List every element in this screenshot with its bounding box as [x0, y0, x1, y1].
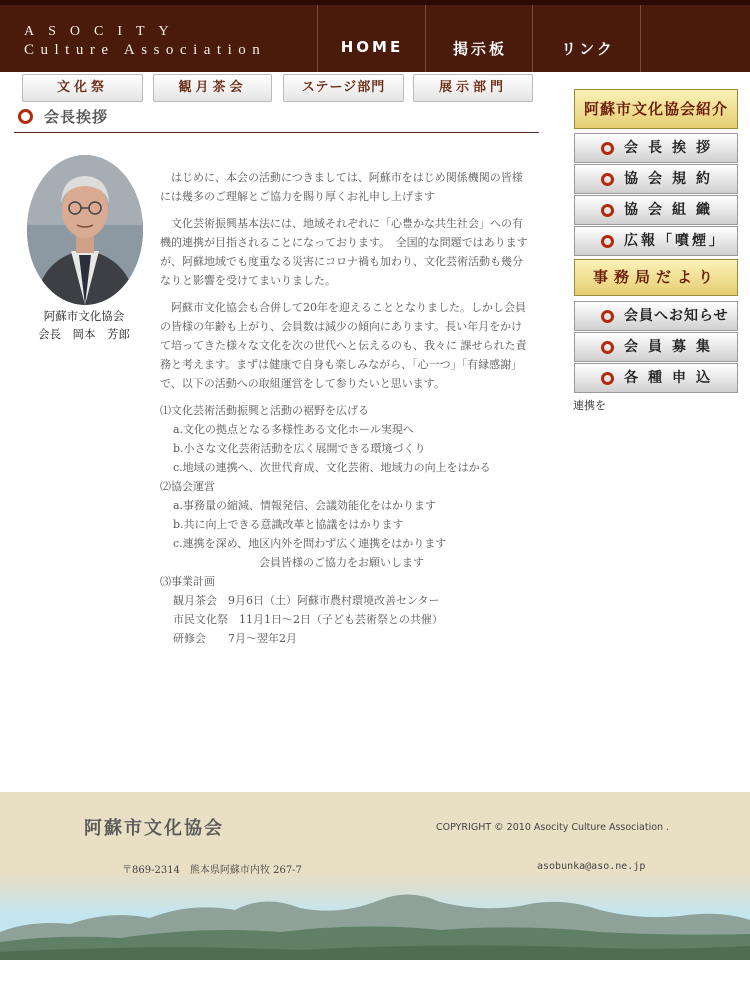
sidebar-office-heading[interactable]: 事務局だより: [574, 259, 738, 296]
activity-list-item: 会員皆様のご協力をお願いします: [259, 556, 424, 569]
sidebar-item-label: 協会組織: [624, 202, 720, 218]
nav-divider: [317, 5, 318, 72]
greeting-paragraph: はじめに、本会の活動につきましては、阿蘇市をはじめ関係機関の皆様には幾多のご理解とご協力を賜り厚くお礼申し上げます: [160, 171, 523, 203]
activity-list-item: a.文化の拠点となる多様性ある文化ホール実現へ: [173, 423, 414, 436]
sidebar-item-recruitment[interactable]: [574, 332, 738, 362]
ring-bullet-icon: [601, 372, 614, 385]
sidebar-item-label: 会員へお知らせ: [624, 308, 729, 324]
ring-bullet-icon: [601, 341, 614, 354]
nav-bulletin-board[interactable]: 掲示板: [452, 40, 507, 58]
footer-copyright: COPYRIGHT © 2010 Asocity Culture Association .: [436, 822, 670, 833]
footer-email[interactable]: asobunka@aso.ne.jp: [537, 861, 646, 872]
activity-list: [160, 401, 532, 648]
brand-line-1[interactable]: ASOCITY: [24, 24, 183, 39]
president-name: 会長 岡本 芳郎: [38, 327, 130, 341]
activity-list-item: 観月茶会 9月6日（土）阿蘇市農村環境改善センター: [173, 594, 440, 607]
ring-bullet-icon: [601, 235, 614, 248]
ring-bullet-icon: [18, 109, 33, 124]
president-photo: [27, 155, 143, 305]
subnav-moon-tea[interactable]: 観月茶会: [153, 74, 272, 102]
sidebar-item-member-notices[interactable]: [574, 301, 738, 331]
greeting-body: [160, 168, 532, 648]
subnav-stage[interactable]: ステージ部門: [283, 74, 404, 102]
nav-divider: [425, 5, 426, 72]
activity-list-item: b.共に向上できる意識改革と協議をはかります: [173, 518, 404, 531]
footer-address: 〒869-2314 熊本県阿蘇市内牧 267-7: [122, 865, 302, 876]
activity-list-item: 研修会 7月〜翌年2月: [173, 632, 297, 645]
ring-bullet-icon: [601, 173, 614, 186]
section-title-text: 会長挨拶: [44, 108, 109, 126]
activity-list-item: b.小さな文化芸術活動を広く展開できる環境づくり: [173, 442, 426, 455]
subnav-exhibition[interactable]: 展示部門: [413, 74, 533, 102]
ring-bullet-icon: [601, 204, 614, 217]
activity-list-item: ⑴文化芸術活動振興と活動の裾野を広げる: [160, 404, 369, 417]
sidebar-item-applications[interactable]: [574, 363, 738, 393]
nav-divider: [532, 5, 533, 72]
sidebar-item-label: 広報「噴煙」: [624, 233, 726, 249]
greeting-paragraph: 阿蘇市文化協会も合併して20年を迎えることとなりました。しかし会員の皆様の年齢も上がり、会員数は減少の傾向にあります。長い年月をかけて培ってきた様々な文化を次の世代へと伝えるのも、我々に 課せられた責務と考えます。まずは健康で自身も楽しみながら、「心一つ」「有縁感謝」で、以下の活動への取組運営をして参りたいと思います。: [160, 301, 527, 390]
footer-org-name: 阿蘇市文化協会: [84, 818, 224, 839]
ring-bullet-icon: [601, 310, 614, 323]
sidebar-item-organization[interactable]: [574, 195, 738, 225]
site-header: [0, 0, 750, 72]
brand-line-2[interactable]: Culture Association: [24, 42, 267, 58]
sidebar-item-label: 協会規約: [624, 171, 720, 187]
sidebar-item-label: 会員募集: [624, 339, 720, 355]
site-footer: [0, 792, 750, 960]
greeting-paragraph: 文化芸術振興基本法には、地域それぞれに「心豊かな共生社会」への有機的連携が目指されることになっております。 全国的な問題ではありますが、阿蘇地域でも度重なる災害にコロナ禍も加わり、文化芸術活動も幾分なりと影響を受けてまいりました。: [160, 217, 528, 287]
sidebar-item-rules[interactable]: [574, 164, 738, 194]
activity-list-item: a.事務量の縮減、情報発信、会議効能化をはかります: [173, 499, 437, 512]
sidebar-item-label: 会長挨拶: [624, 140, 720, 156]
nav-links[interactable]: リンク: [561, 40, 615, 58]
activity-list-item: c.地域の連携へ、次世代育成、文化芸術、地域力の向上をはかる: [173, 461, 491, 474]
sidebar-item-greeting[interactable]: [574, 133, 738, 163]
section-divider: [14, 132, 539, 133]
president-org: 阿蘇市文化協会: [43, 309, 125, 323]
president-caption: [14, 307, 154, 343]
nav-home[interactable]: HOME: [340, 38, 404, 56]
activity-list-item: c.連携を深め、地区内外を問わず広く連携をはかります: [173, 537, 447, 550]
activity-list-item: ⑵協会運営: [160, 480, 215, 493]
sidebar-note: 連携を: [573, 399, 606, 412]
sidebar-item-label: 各種申込: [624, 370, 720, 386]
subnav-culture-festival[interactable]: 文化祭: [22, 74, 143, 102]
activity-list-item: ⑶事業計画: [160, 575, 215, 588]
sidebar-intro-heading[interactable]: 阿蘇市文化協会紹介: [574, 89, 738, 129]
sidebar-item-newsletter[interactable]: [574, 226, 738, 256]
mountain-landscape: [0, 880, 750, 960]
header-top-line: [0, 0, 750, 5]
nav-divider: [640, 5, 641, 72]
ring-bullet-icon: [601, 142, 614, 155]
activity-list-item: 市民文化祭 11月1日〜2日（子ども芸術祭との共催）: [173, 613, 443, 626]
